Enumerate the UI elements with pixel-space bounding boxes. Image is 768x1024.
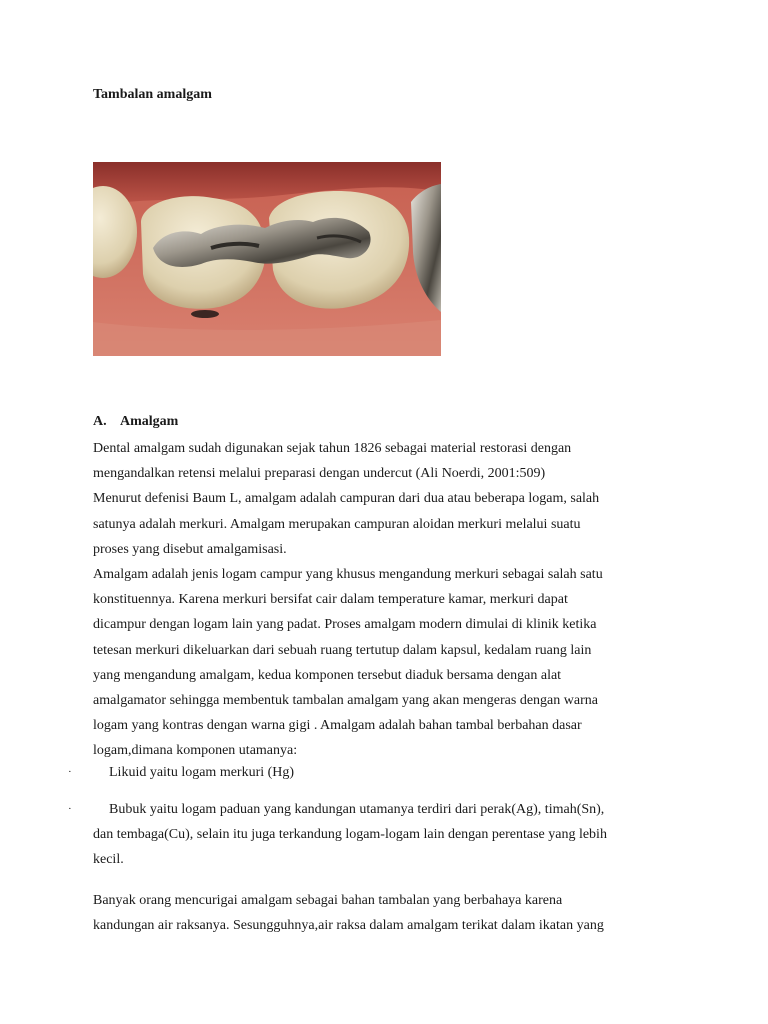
text-line: logam,dimana komponen utamanya: — [93, 743, 298, 759]
text-line: mengandalkan retensi melalui preparasi dengan undercut (Ali Noerdi, 2001:509) — [93, 466, 546, 482]
bullet-item-powder-cont: dan tembaga(Cu), selain itu juga terkandung logam-logam lain dengan perentase yang lebih — [93, 827, 607, 842]
text-line: Dental amalgam sudah digunakan sejak tahun 1826 sebagai material restorasi dengan — [93, 441, 572, 456]
text-line: kandungan air raksanya. Sesungguhnya,air raksa dalam amalgam terikat dalam ikatan yang — [93, 918, 604, 934]
section-number: A. — [93, 414, 107, 429]
text-line: konstituennya. Karena merkuri bersifat cair dalam temperature kamar, merkuri dapat — [93, 592, 568, 608]
section-title: Amalgam — [120, 414, 179, 429]
text-line: Banyak orang mencurigai amalgam sebagai bahan tambalan yang berbahaya karena — [93, 893, 563, 908]
amalgam-filling-photo — [93, 162, 441, 356]
paragraph-history — [93, 436, 673, 764]
text-line: dicampur dengan logam lain yang padat. Proses amalgam modern dimulai di klinik ketika — [93, 617, 597, 633]
text-line: satunya adalah merkuri. Amalgam merupakan campuran aloidan merkuri melalui suatu — [93, 516, 581, 532]
bullet-marker: · — [68, 766, 72, 778]
bullet-item-liquid: Likuid yaitu logam merkuri (Hg) — [109, 765, 295, 780]
text-line: Menurut defenisi Baum L, amalgam adalah campuran dari dua atau beberapa logam, salah — [93, 491, 600, 507]
text-line: Amalgam adalah jenis logam campur yang khusus mengandung merkuri sebagai salah satu — [93, 567, 603, 583]
bullet-item-powder-cont: kecil. — [93, 852, 124, 867]
bullet-item-powder: Bubuk yaitu logam paduan yang kandungan utamanya terdiri dari perak(Ag), timah(Sn), — [109, 802, 605, 817]
paragraph-safety — [93, 888, 673, 938]
bullet-marker: · — [68, 803, 72, 815]
text-line: proses yang disebut amalgamisasi. — [93, 541, 287, 557]
text-line: yang mengandung amalgam, kedua komponen tersebut diaduk bersama dengan alat — [93, 667, 562, 683]
section-heading — [93, 414, 178, 430]
document-title: Tambalan amalgam — [93, 87, 212, 102]
text-line: amalgamator sehingga membentuk tambalan amalgam yang akan mengeras dengan warna — [93, 693, 598, 709]
text-line: logam yang kontras dengan warna gigi . Amalgam adalah bahan tambal berbahan dasar — [93, 718, 582, 734]
text-line: tetesan merkuri dikeluarkan dari sebuah ruang tertutup dalam kapsul, kedalam ruang lain — [93, 642, 592, 658]
